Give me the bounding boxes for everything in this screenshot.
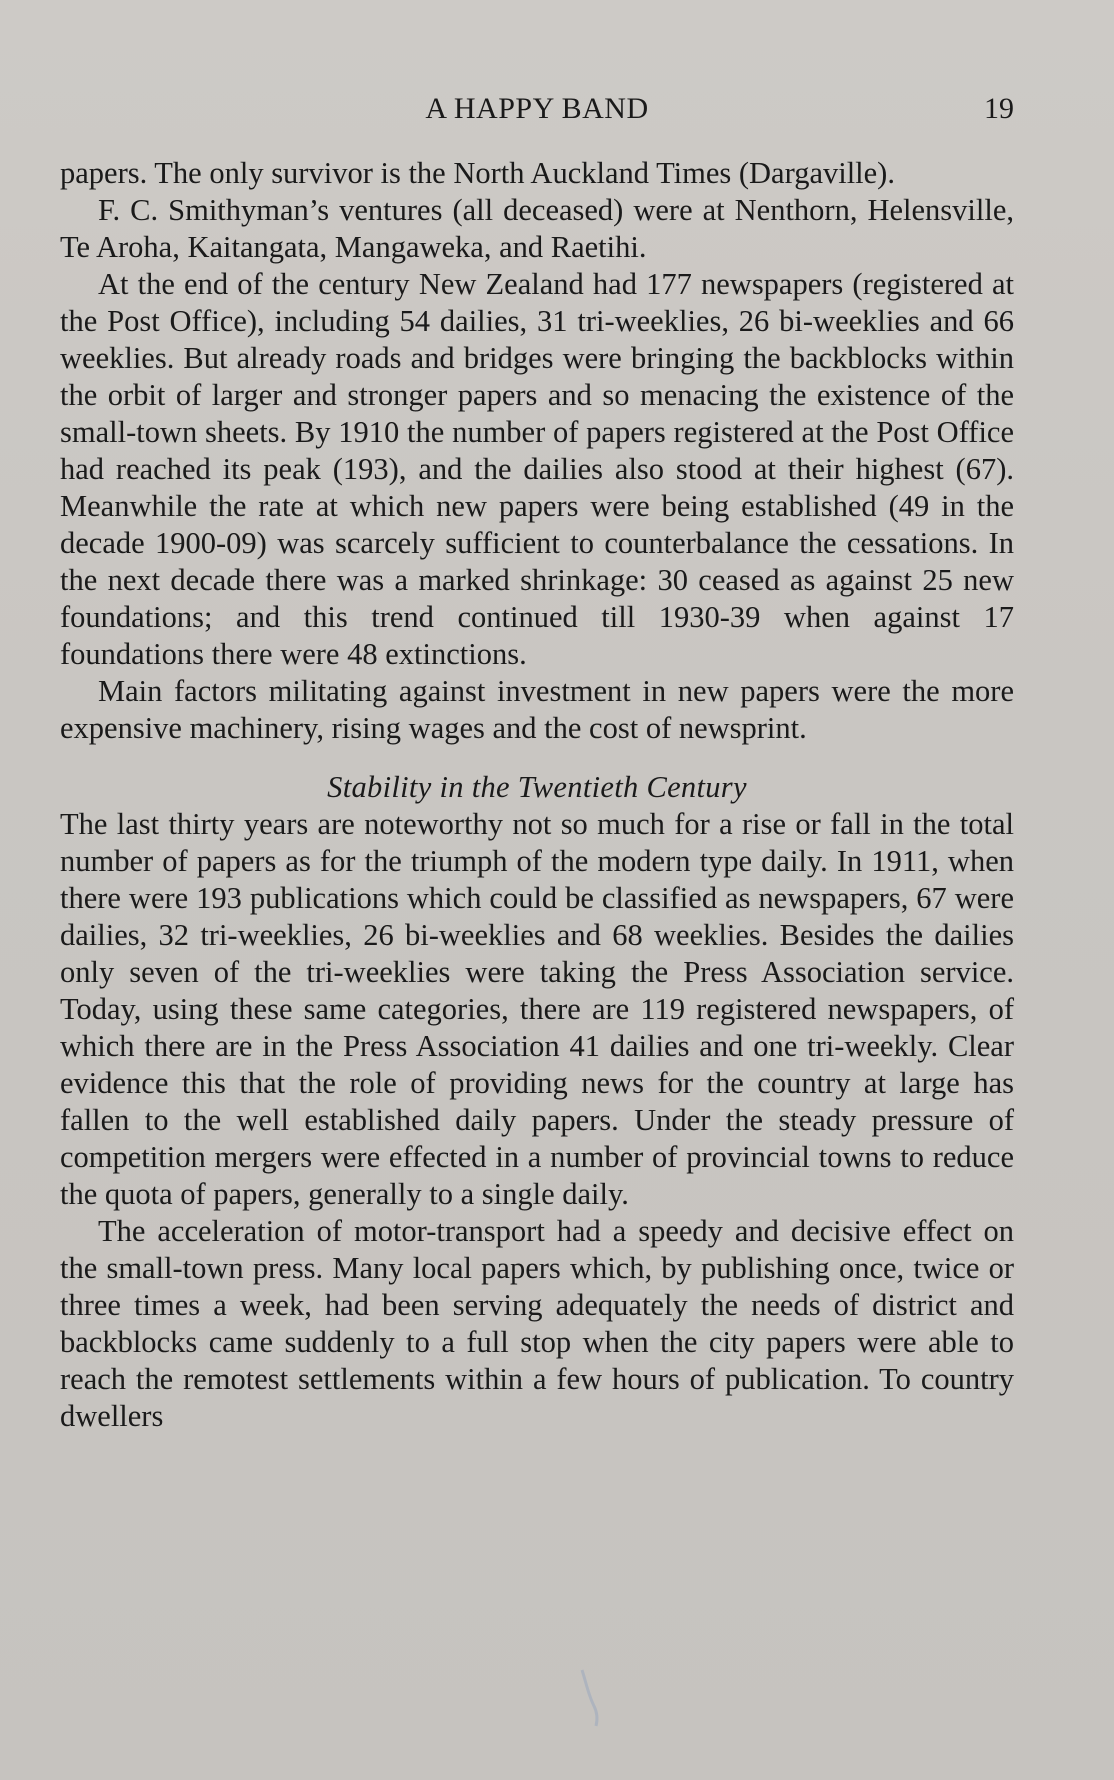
body-text <box>60 155 1014 1435</box>
paragraph-century-statistics: At the end of the century New Zealand had 177 newspapers (registered at the Post Office), including 54 dailies, 31 tri-weeklies, 26 bi-weeklies and 66 weeklies. But already roads and bridges were bringing the backblocks within the orbit of larger and stronger papers and so menacing the existence of the small-town sheets. By 1910 the number of papers registered at the Post Office had reached its peak (193), and the dailies also stood at their highest (67). Meanwhile the rate at which new papers were being established (49 in the decade 1900-09) was scarcely sufficient to counterbalance the cessations. In the next decade there was a marked shrinkage: 30 ceased as against 25 new foundations; and this trend continued till 1930-39 when against 17 foundations there were 48 extinctions. <box>60 267 1014 671</box>
paragraph-motor-transport: The acceleration of motor-transport had a speedy and decisive effect on the small-town press. Many local papers which, by publishing once, twice or three times a week, had been serving adequately the needs of district and backblocks came suddenly to a full stop when the city papers were able to reach the remotest settlements within a few hours of publication. To country dwellers <box>60 1214 1014 1433</box>
page-number: 19 <box>984 92 1014 125</box>
paragraph-last-thirty-years: The last thirty years are noteworthy not so much for a rise or fall in the total number of papers as for the triumph of the modern type daily. In 1911, when there were 193 publications which could be classified as newspapers, 67 were dailies, 32 tri-weeklies, 26 bi-weeklies and 68 weeklies. Besides the dailies only seven of the tri-weeklies were taking the Press Association service. Today, using these same categories, there are 119 registered newspapers, of which there are in the Press Association 41 dailies and one tri-weekly. Clear evidence this that the role of providing news for the country at large has fallen to the well established daily papers. Under the steady pressure of competition mergers were effected in a number of provincial towns to reduce the quota of papers, generally to a single daily. <box>60 807 1014 1211</box>
section-heading: Stability in the Twentieth Century <box>327 770 747 804</box>
paragraph-smithyman: F. C. Smithyman’s ventures (all deceased) were at Nenthorn, Helensville, Te Aroha, Kaitangata, Mangaweka, and Raetihi. <box>60 193 1014 264</box>
running-head <box>60 92 1014 132</box>
paper-stain-mark <box>578 1668 604 1728</box>
running-title: A HAPPY BAND <box>425 92 649 125</box>
paragraph-continuation: papers. The only survivor is the North Auckland Times (Dargaville). <box>60 156 895 190</box>
paragraph-main-factors: Main factors militating against investment in new papers were the more expensive machinery, rising wages and the cost of newsprint. <box>60 674 1014 745</box>
